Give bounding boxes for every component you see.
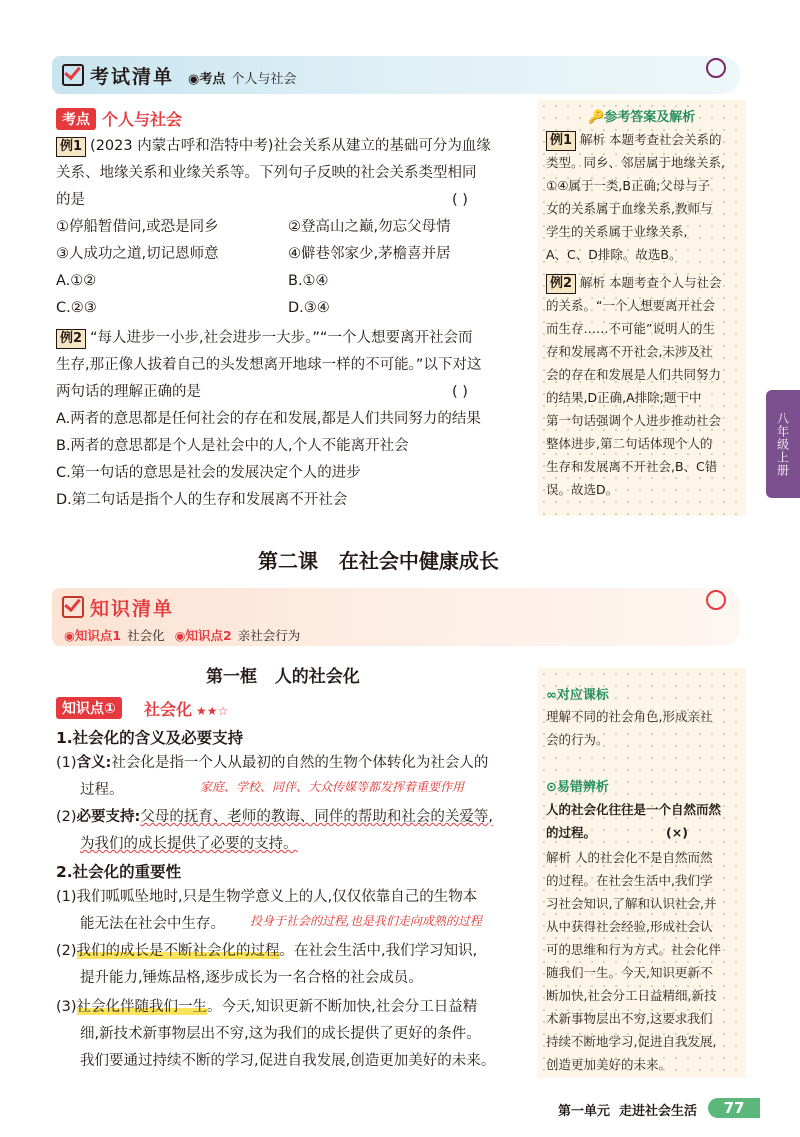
error-question-line2: 的过程。 (×) <box>546 825 688 840</box>
ex1-line1: 例1 (2023 内蒙古呼和浩特中考)社会关系从建立的基础可分为血缘 <box>56 133 491 160</box>
s1-item2-line1: (2)必要支持:父母的抚育、老师的教诲、同伴的帮助和社会的关爱等, <box>56 809 493 825</box>
ex2-line3: 两句话的理解正确的是 <box>56 384 201 400</box>
answers-title: 🔑参考答案及解析 <box>588 110 696 125</box>
ans2-label: 例2 <box>546 274 576 294</box>
curriculum-line: 理解不同的社会角色,形成亲社 <box>546 709 713 724</box>
pin-icon <box>706 58 726 78</box>
s2-title: 2.社会化的重要性 <box>56 863 182 881</box>
error-analysis-first: 解析 人的社会化不是自然而然 <box>546 850 713 865</box>
curriculum-line: 会的行为。 <box>546 732 609 747</box>
ex2-line2: 生存,那正像人拔着自己的头发想离开地球一样的不可能。”以下对这 <box>56 357 482 373</box>
s1-item1-line1: (1)含义:社会化是指一个人从最初的自然的生物个体转化为社会人的 <box>56 755 489 771</box>
error-analysis-line: 从中获得社会经验,形成社会认 <box>546 919 713 934</box>
ex1-choice-a: A.①② <box>56 273 97 289</box>
ex1-opt2a: ③人成功之道,切记恩师意 <box>56 246 219 262</box>
ans1-line: 女的关系属于血缘关系,教师与 <box>546 201 713 216</box>
ans2-line: 误。故选D。 <box>546 482 619 497</box>
s2-item1-line1: (1)我们呱呱坠地时,只是生物学意义上的人,仅仅依靠自己的生物本 <box>56 889 478 905</box>
error-question-line1: 人的社会化往往是一个自然而然 <box>546 802 722 817</box>
checkbox-icon <box>62 596 84 618</box>
ex1-line2: 关系、地缘关系和业缘关系等。下列句子反映的社会关系类型相同 <box>56 165 477 181</box>
error-analysis-line: 习社会知识,了解和认识社会,并 <box>546 896 717 911</box>
ex1-answer-paren: ( ) <box>452 192 468 208</box>
lesson-title: 第二课 在社会中健康成长 <box>258 549 499 573</box>
handwritten-note-1: 家庭、学校、同伴、大众传媒等都发挥着重要作用 <box>200 780 465 794</box>
search-icon: ⊙ <box>546 780 557 795</box>
ex2-choice-a: A.两者的意思都是任何社会的存在和发展,都是人们共同努力的结果 <box>56 411 481 427</box>
ex1-opt1a: ①停船暂借问,或恐是同乡 <box>56 219 219 235</box>
s2-item1-line2: 能无法在社会中生存。 <box>80 916 225 932</box>
ex1-opt1b: ②登高山之巅,勿忘父母情 <box>288 219 451 235</box>
error-analysis-line: 断加快,社会分工日益精细,新技 <box>546 988 717 1003</box>
ans2-first: 例2 解析 本题考查个人与社会 <box>546 271 722 294</box>
ans2-line: 的关系。“一个人想要离开社会 <box>546 298 715 313</box>
s1-title: 1.社会化的含义及必要支持 <box>56 729 244 747</box>
ans2-line: 存和发展离不开社会,未涉及社 <box>546 344 713 359</box>
ex2-choice-c: C.第一句话的意思是社会的发展决定个人的进步 <box>56 465 361 481</box>
kp1-title: 社会化 ★★☆ <box>144 700 229 719</box>
page-number: 77 <box>708 1098 760 1118</box>
ans1-first: 例1 解析 本题考查社会关系的 <box>546 128 722 151</box>
ans1-line: 类型。同乡、邻居属于地缘关系, <box>546 155 725 170</box>
key-icon: 🔑 <box>588 110 605 125</box>
ans2-line: 整体进步,第二句话体现个人的 <box>546 436 713 451</box>
kaodian-title: 个人与社会 <box>102 110 183 129</box>
ans1-line: 学生的关系属于业缘关系, <box>546 224 688 239</box>
exam-point-sub: ◉考点 个人与社会 <box>188 72 297 87</box>
s2-item2-line2: 提升能力,锤炼品格,逐步成长为一名合格的社会成员。 <box>80 970 423 986</box>
ex1-label: 例1 <box>56 137 86 157</box>
s1-item1-line2: 过程。 <box>80 782 124 798</box>
ex2-answer-paren: ( ) <box>452 384 468 400</box>
ex1-opt2b: ④僻巷邻家少,茅檐喜并居 <box>288 246 451 262</box>
exam-list-title: 考试清单 <box>90 66 175 88</box>
ans1-line: A、C、D排除。故选B。 <box>546 247 682 262</box>
ex1-choice-d: D.③④ <box>288 300 330 316</box>
grade-side-tab: 八年级上册 <box>766 390 800 498</box>
ans1-label: 例1 <box>546 131 576 151</box>
curriculum-title: ∞对应课标 <box>546 688 609 703</box>
ans2-line: 会的存在和发展是人们共同努力 <box>546 367 722 382</box>
ex1-line3: 的是 <box>56 192 85 208</box>
ans2-line: 第一句话强调个人进步推动社会 <box>546 413 722 428</box>
ans2-line: 的结果,D正确,A排除;题干中 <box>546 390 702 405</box>
error-analysis-line: 可的思维和行为方式。社会化伴 <box>546 942 722 957</box>
error-analysis-line: 创造更加美好的未来。 <box>546 1057 672 1072</box>
checkbox-icon <box>62 64 84 86</box>
s2-item3-line2: 细,新技术新事物层出不穷,这为我们的成长提供了更好的条件。 <box>80 1026 481 1042</box>
ans2-line: 而生存……不可能”说明人的生 <box>546 321 715 336</box>
s1-item2-line2: 为我们的成长提供了必要的支持。 <box>80 836 298 852</box>
handwritten-note-2: 投身于社会的过程,也是我们走向成熟的过程 <box>250 914 482 928</box>
ex2-label: 例2 <box>56 329 86 349</box>
ex2-choice-d: D.第二句话是指个人的生存和发展离不开社会 <box>56 492 348 508</box>
stars: ★★☆ <box>196 704 229 718</box>
ans1-line: ①④属于一类,B正确;父母与子 <box>546 178 711 193</box>
ex1-choice-c: C.②③ <box>56 300 97 316</box>
knowledge-list-title: 知识清单 <box>90 598 175 620</box>
kaodian-badge: 考点 <box>56 108 96 130</box>
ans2-line: 生存和发展离不开社会,B、C错 <box>546 459 718 474</box>
error-analysis-line: 持续不断地学习,促进自我发展, <box>546 1034 717 1049</box>
error-analysis-line: 的过程。在社会生活中,我们学 <box>546 873 713 888</box>
s2-item3-line3: 我们要通过持续不断的学习,促进自我发展,创造更加美好的未来。 <box>80 1053 496 1069</box>
knowledge-points: ◉知识点1 社会化 ◉知识点2 亲社会行为 <box>64 628 301 643</box>
error-analysis-title: ⊙易错辨析 <box>546 780 609 795</box>
s2-item2-line1: (2)我们的成长是不断社会化的过程。在社会生活中,我们学习知识, <box>56 943 478 959</box>
frame-title: 第一框 人的社会化 <box>206 667 360 687</box>
error-analysis-line: 随我们一生。今天,知识更新不 <box>546 965 713 980</box>
link-icon: ∞ <box>546 688 557 703</box>
s2-item3-line1: (3)社会化伴随我们一生。今天,知识更新不断加快,社会分工日益精 <box>56 999 478 1015</box>
kp1-badge: 知识点① <box>56 697 122 719</box>
ex2-line1: 例2 “每人进步一小步,社会进步一大步。”“一个人想要离开社会而 <box>56 325 472 352</box>
pin-icon <box>706 590 726 610</box>
ex1-choice-b: B.①④ <box>288 273 329 289</box>
ex2-choice-b: B.两者的意思都是个人是社会中的人,个人不能离开社会 <box>56 438 409 454</box>
wrong-mark: (×) <box>666 825 688 840</box>
error-analysis-line: 术新事物层出不穷,这要求我们 <box>546 1011 713 1026</box>
footer-unit: 第一单元 走进社会生活 <box>558 1104 698 1119</box>
